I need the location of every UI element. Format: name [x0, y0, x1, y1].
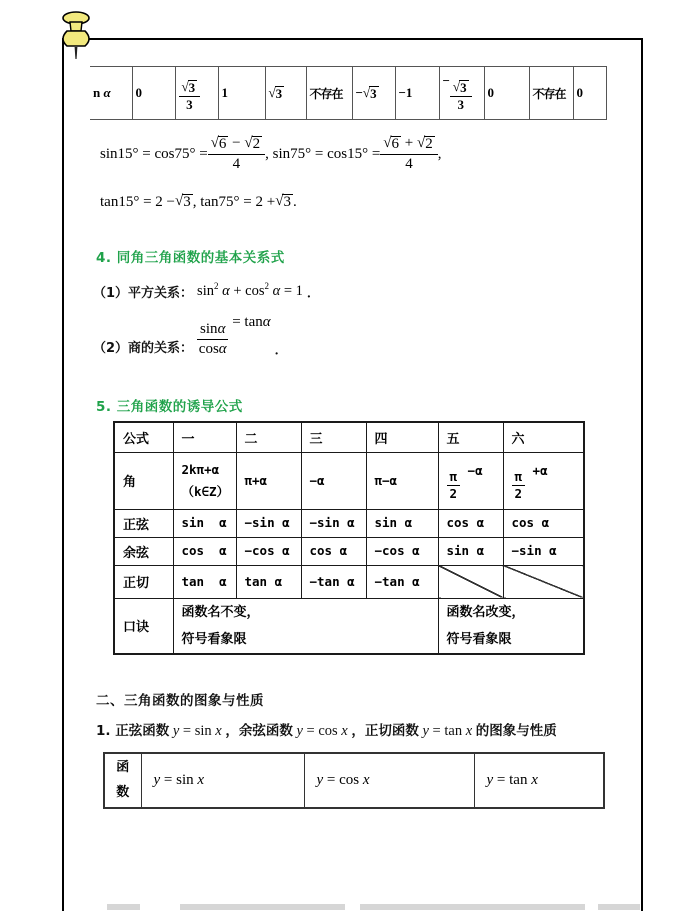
value-cell: 不存在	[306, 67, 352, 120]
page-border-right	[641, 38, 643, 911]
square-relation-item	[93, 282, 320, 301]
pushpin-icon	[54, 9, 98, 65]
sine-cell: sin α	[366, 509, 438, 537]
tangent-cell: −tan α	[366, 565, 438, 598]
sine-cell: cos α	[503, 509, 584, 537]
mnemonic-left-cell: 函数名不变， 符号看象限	[173, 598, 438, 654]
cosine-cell: cos α	[173, 537, 236, 565]
cosine-cell: sin α	[438, 537, 503, 565]
header-cell: 四	[366, 422, 438, 452]
angle-cell: π+α	[236, 452, 301, 509]
row-label-cell: 正切	[114, 565, 173, 598]
cosine-function-cell: y = cos x	[304, 753, 474, 808]
row-label-cell: n α	[90, 67, 132, 120]
cosine-cell: cos α	[301, 537, 366, 565]
angle-cell: $\frac{\pi}{2}$ −α	[438, 452, 503, 509]
item-label: （1）平方关系：	[93, 286, 194, 301]
tangent-cell: tan α	[173, 565, 236, 598]
row-label-cell: 口诀	[114, 598, 173, 654]
tangent-function-cell: y = tan x	[474, 753, 604, 808]
table-row	[90, 67, 606, 120]
value-cell: 0	[484, 67, 529, 120]
angle-cell: 2kπ+α （k∈Z）	[173, 452, 236, 509]
value-cell: − √ 3	[352, 67, 395, 120]
header-cell: 一	[173, 422, 236, 452]
cosine-cell: −cos α	[366, 537, 438, 565]
value-cell: 0	[573, 67, 606, 120]
sine-row	[114, 509, 584, 537]
tangent-cell: tan α	[236, 565, 301, 598]
cosine-cell: −cos α	[236, 537, 301, 565]
not-applicable-cell	[438, 565, 503, 598]
graphs-section-heading: 二、三角函数的图象与性质	[96, 693, 264, 709]
header-cell: 六	[503, 422, 584, 452]
trig-values-table	[90, 66, 607, 120]
corner-cell: 公式	[114, 422, 173, 452]
section4-heading: 4. 同角三角函数的基本关系式	[96, 250, 285, 266]
header-row	[114, 422, 584, 452]
special-angles-formula-line2: tan15° = 2 − √ 3 , tan75° = 2 + √ 3 .	[100, 192, 297, 210]
table-row	[104, 753, 604, 808]
cutoff-content-strip	[180, 904, 345, 910]
cosine-row	[114, 537, 584, 565]
angle-cell: $\frac{\pi}{2}$ +α	[503, 452, 584, 509]
value-cell: −1	[395, 67, 439, 120]
tangent-cell: −tan α	[301, 565, 366, 598]
row-label-cell: 角	[114, 452, 173, 509]
mnemonic-row	[114, 598, 584, 654]
value-cell: √ 3	[265, 67, 306, 120]
sine-function-cell: y = sin x	[141, 753, 304, 808]
value-cell: 不存在	[529, 67, 573, 120]
graphs-intro-line: 1. 正弦函数 y = sin x ，余弦函数 y = cos x ，正切函数 y = tan x 的图象与性质	[96, 723, 557, 739]
sine-cell: sin α	[173, 509, 236, 537]
value-cell: 0	[132, 67, 175, 120]
functions-table	[103, 752, 605, 809]
value-cell: 1	[218, 67, 265, 120]
quotient-relation-formula: $\frac{\sin\alpha}{\cos\alpha}$ = tanα	[198, 314, 271, 357]
period: ．	[274, 342, 288, 358]
section5-heading: 5. 三角函数的诱导公式	[96, 399, 243, 415]
header-cell: 三	[301, 422, 366, 452]
cutoff-content-strip	[107, 904, 140, 910]
mnemonic-right-cell: 函数名改变， 符号看象限	[438, 598, 584, 654]
angle-cell: −α	[301, 452, 366, 509]
square-relation-formula: $\sin^2 \alpha + \cos^2 \alpha = 1$	[197, 281, 303, 299]
quotient-relation-item	[93, 314, 288, 358]
special-angles-formula-line1: sin15° = cos75° = √ 6 − √ 2 4 , sin75° = cos15° = √ 6 + √ 2 4 ,	[100, 135, 442, 172]
header-cell: 二	[236, 422, 301, 452]
cutoff-content-strip	[598, 904, 640, 910]
cosine-cell: −sin α	[503, 537, 584, 565]
page-border-top	[62, 38, 643, 40]
row-label-cell: 正弦	[114, 509, 173, 537]
row-label-cell: 余弦	[114, 537, 173, 565]
function-label-cell: 函 数	[104, 753, 141, 808]
sine-cell: cos α	[438, 509, 503, 537]
angle-row	[114, 452, 584, 509]
cutoff-content-strip	[360, 904, 585, 910]
angle-cell: π−α	[366, 452, 438, 509]
value-cell: √ 3 3	[175, 67, 218, 120]
value-cell: − √ 3 3	[439, 67, 484, 120]
page-border-left	[62, 38, 64, 911]
induction-formula-table	[113, 421, 585, 655]
sine-cell: −sin α	[236, 509, 301, 537]
sine-cell: −sin α	[301, 509, 366, 537]
not-applicable-cell	[503, 565, 584, 598]
tangent-row	[114, 565, 584, 598]
header-cell: 五	[438, 422, 503, 452]
item-label: （2）商的关系：	[93, 340, 194, 356]
period: ．	[306, 286, 320, 301]
